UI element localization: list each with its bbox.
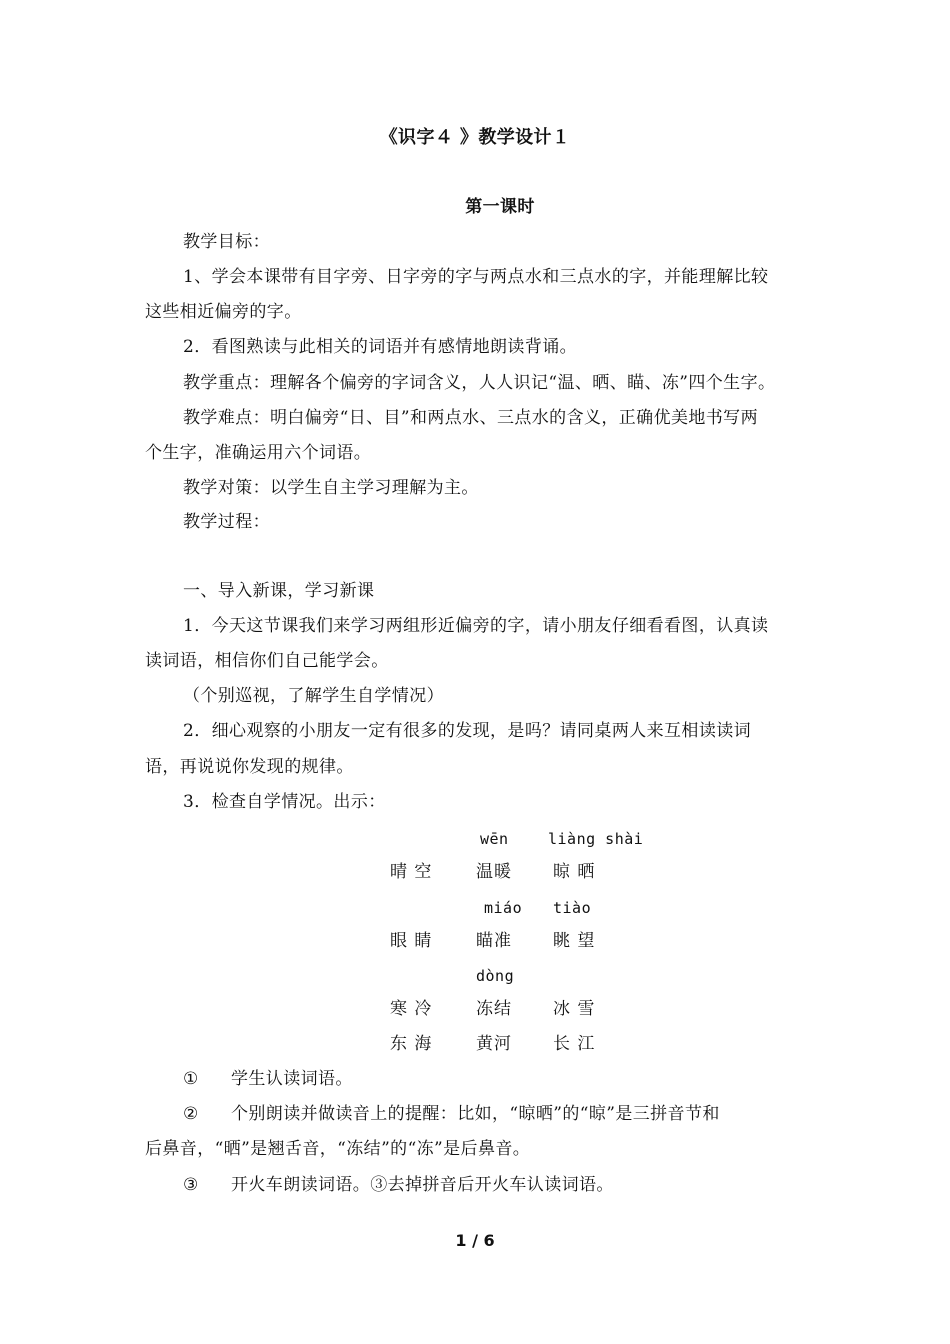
- goal1-line1: 1、学会本课带有目字旁、日字旁的字与两点水和三点水的字，并能理解比较: [183, 267, 769, 287]
- section1-heading: 一、导入新课，学习新课: [183, 581, 375, 601]
- lesson-heading: 第一课时: [465, 197, 535, 217]
- document-title: 《识字４ 》教学设计１: [379, 127, 571, 148]
- word-huanghe: 黄河: [476, 1034, 512, 1054]
- item-marker-2: ②: [183, 1104, 199, 1124]
- page-number: 1 / 6: [455, 1231, 495, 1250]
- item-marker-3: ③: [183, 1175, 199, 1195]
- key-points: 教学重点：理解各个偏旁的字词含义，人人识记“温、晒、瞄、冻”四个生字。: [183, 373, 776, 393]
- word-wennuan: 温暖: [476, 862, 512, 882]
- word-bingxue: 冰 雪: [553, 999, 596, 1019]
- item-text-1: 学生认读词语。: [231, 1069, 353, 1089]
- word-yanjing: 眼 睛: [390, 931, 433, 951]
- item-text-2-line1: 个别朗读并做读音上的提醒：比如，“晾晒”的“晾”是三拼音节和: [231, 1104, 720, 1124]
- pinyin-tiao: tiào: [553, 899, 592, 917]
- strategy: 教学对策：以学生自主学习理解为主。: [183, 478, 479, 498]
- word-dongjie: 冻结: [476, 999, 512, 1019]
- difficult-line1: 教学难点：明白偏旁“日、目”和两点水、三点水的含义，正确优美地书写两: [183, 408, 758, 428]
- pinyin-wen: wēn: [480, 830, 509, 848]
- word-donghai: 东 海: [390, 1034, 433, 1054]
- step3: 3．检查自学情况。出示：: [183, 792, 386, 812]
- pinyin-dong: dòng: [476, 967, 515, 985]
- step2-line1: 2．细心观察的小朋友一定有很多的发现，是吗？请同桌两人来互相读读词: [183, 721, 752, 741]
- step1-line2: 读词语，相信你们自己能学会。: [145, 651, 389, 671]
- word-hanleng: 寒 冷: [390, 999, 433, 1019]
- word-changjiang: 长 江: [553, 1034, 596, 1054]
- step2-line2: 语，再说说你发现的规律。: [145, 757, 354, 777]
- pinyin-miao: miáo: [484, 899, 523, 917]
- step1-line1: 1．今天这节课我们来学习两组形近偏旁的字，请小朋友仔细看看图，认真读: [183, 616, 769, 636]
- word-qingkong: 晴 空: [390, 862, 433, 882]
- word-miaozhun: 瞄准: [476, 931, 512, 951]
- goal2: 2．看图熟读与此相关的词语并有感情地朗读背诵。: [183, 337, 578, 357]
- item-text-2-line2: 后鼻音，“晒”是翘舌音，“冻结”的“冻”是后鼻音。: [145, 1139, 531, 1159]
- goals-label: 教学目标：: [183, 232, 270, 252]
- item-text-3: 开火车朗读词语。③去掉拼音后开火车认读词语。: [231, 1175, 614, 1195]
- process-label: 教学过程：: [183, 512, 270, 532]
- note: （个别巡视，了解学生自学情况）: [183, 686, 444, 706]
- item-marker-1: ①: [183, 1069, 199, 1089]
- pinyin-liang-shai: liàng shài: [548, 830, 644, 848]
- word-tiaowang: 眺 望: [553, 931, 596, 951]
- goal1-line2: 这些相近偏旁的字。: [145, 302, 302, 322]
- word-liangshai: 晾 晒: [553, 862, 596, 882]
- difficult-line2: 个生字，准确运用六个词语。: [145, 443, 372, 463]
